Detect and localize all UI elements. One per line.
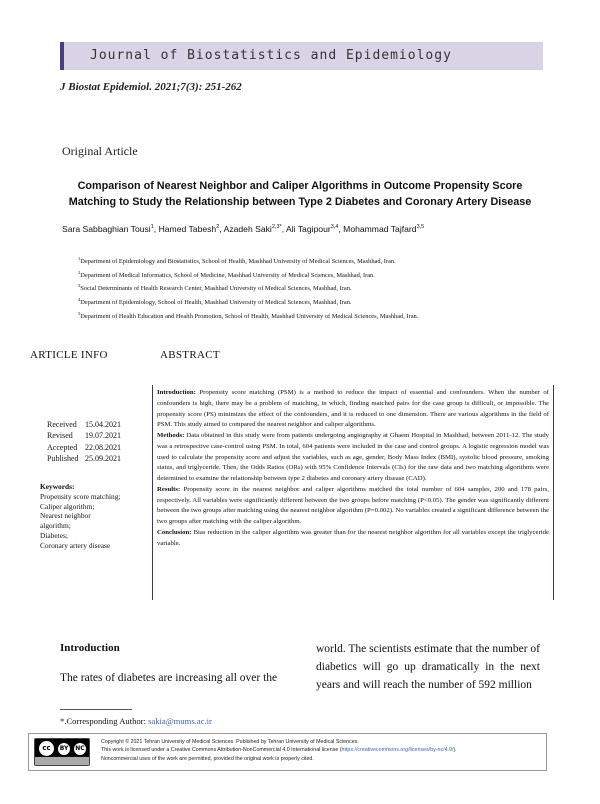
article-type: Original Article — [62, 144, 138, 158]
abstract-conclusion: Conclusion: Bias reduction in the caliper algorithm was greater than for the nearest neighbor algorithm for all variables except the triglyceride variable. — [157, 528, 549, 547]
copyright-line: Copyright © 2021 Tehran University of Medical Sciences. Published by Tehran University of Medical Sciences. — [101, 739, 359, 745]
journal-banner — [60, 42, 543, 70]
introduction-text-right: world. The scientists estimate that the number of diabetics will go up dramatically in the next years and will reach the number of 592 million — [316, 643, 540, 691]
corresponding-author-footnote: *.Corresponding Author: sakia@mums.ac.ir — [60, 716, 212, 726]
corresponding-email-link[interactable]: sakia@mums.ac.ir — [148, 716, 212, 726]
abstract-box — [152, 385, 554, 600]
date-published: Published 25.09.2021 — [47, 453, 121, 463]
date-accepted: Accepted 22.08.2021 — [47, 442, 121, 452]
license-line: This work is licensed under a Creative Commons Attribution-NonCommercial 4.0 International license (https://creativecommons.org/licenses/by-nc/4.0/). — [101, 747, 457, 754]
badge-bar — [35, 757, 89, 765]
journal-citation: J Biostat Epidemiol. 2021;7(3): 251-262 — [60, 81, 242, 93]
footnote-divider — [60, 709, 132, 710]
date-list — [47, 419, 121, 464]
attribution-icon: BY — [57, 742, 71, 756]
keyword: Nearest neighbor — [40, 511, 91, 521]
author-list: Sara Sabbaghian Tousi$^1$, Hamed Tabesh$^2$, Azadeh Saki$^{2,3*}$, Ali Tagipour$^{3,4}$, Mohammad Tajfard$^{3,5}$ — [62, 224, 425, 234]
license-text — [101, 738, 541, 763]
author-1: Sara Sabbaghian Tousi$^1$ — [62, 224, 154, 234]
usage-line: Noncommercial uses of the work are permitted, provided the original work is properly cited. — [101, 755, 314, 762]
affiliation-4: $^4$Department of Epidemiology, School of Health, Mashhad University of Medical Sciences, Mashhad, Iran. — [78, 297, 352, 307]
title-line-2: Matching to Study the Relationship between Type 2 Diabetes and Coronary Artery Disease — [68, 196, 532, 208]
keywords — [40, 482, 156, 551]
cc-icon: cc — [38, 740, 55, 757]
affiliation-2: $^2$Department of Medical Informatics, School of Medicine, Mashhad University of Medical Sciences, Mashhad, Iran. — [78, 269, 375, 279]
author-4: Ali Tagipour$^{3,4}$ — [285, 224, 339, 234]
introduction-heading: Introduction — [60, 642, 120, 654]
keywords-heading: Keywords: — [40, 482, 75, 491]
keyword: algorithm; — [40, 521, 71, 531]
license-box — [28, 733, 547, 771]
keyword: Coronary artery disease — [40, 540, 111, 550]
journal-name: Journal of Biostatistics and Epidemiology — [90, 48, 452, 63]
abstract-results: Results: Propensity score in the nearest neighbor and caliper algorithms matched the total number of 604 samples, 200 and 178 pairs, respectively. All variables were significantly different between the two groups before matching (P<0.05). The gender was significantly different between the two groups after matching using the nearest neighbor algorithm (P=0.002). No variables created a significant difference between the two groups after matching with the caliper algorithm. — [157, 485, 549, 525]
noncommercial-icon: NC — [73, 742, 87, 756]
affiliation-1: $^1$Department of Epidemiology and Biostatistics, School of Health, Mashhad University of Medical Sciences, Mashhad, Iran. — [78, 256, 396, 266]
keyword: Diabetes; — [40, 530, 68, 540]
license-url-link[interactable]: https://creativecommons.org/licenses/by-nc/4.0/ — [341, 747, 454, 754]
abstract-methods: Methods: Data obtained in this study were from patients undergoing angiography at Ghaem Hospital in Mashhad, between 2011-12. The study was a retrospective case-control using PSM. In total, 604 patients were included in the case and control groups. A logistic regression model was used to calculate the propensity score and adjust the variables, such as age, gender, Body Mass Index (BMI), systolic blood pressure, smoking status, and triglyceride. Then, the Odds Ratios (ORs) with 95% Confidence Intervals (CIs) for the raw data and two matching algorithms were determined to examine the relationship between type 2 diabetes and coronary artery disease (CAD). — [157, 432, 549, 482]
keyword: Caliper algorithm; — [40, 501, 95, 511]
abstract-heading: ABSTRACT — [160, 349, 220, 361]
title-line-1: Comparison of Nearest Neighbor and Caliper Algorithms in Outcome Propensity Score — [77, 180, 523, 192]
affiliation-3: $^3$Social Determinants of Health Research Center, Mashhad University of Medical Sciences, Mashhad, Iran. — [78, 283, 352, 293]
date-received: Received 15.04.2021 — [47, 420, 121, 429]
article-info-box — [38, 385, 156, 600]
date-revised: Revised 19.07.2021 — [47, 431, 121, 441]
affiliations — [78, 254, 548, 323]
author-3: Azadeh Saki$^{2,3*}$ — [223, 224, 282, 234]
article-title — [55, 178, 545, 210]
author-5: Mohammad Tajfard$^{3,5}$ — [343, 224, 425, 234]
cc-license-badge-icon[interactable] — [34, 738, 90, 766]
introduction-text-left: The rates of diabetes are increasing all over the — [60, 672, 278, 684]
keyword: Propensity score matching; — [40, 491, 121, 501]
author-2: Hamed Tabesh$^2$ — [158, 224, 220, 234]
affiliation-5: $^5$Department of Health Education and Health Promotion, School of Health, Mashhad University of Medical Sciences, Mashhad, Iran. — [78, 310, 419, 320]
article-info-heading: ARTICLE INFO — [30, 349, 108, 361]
abstract-introduction: Introduction: Propensity score matching (PSM) is a method to reduce the impact of essential and confounders. When the number of confounders is high, there may be a problem of matching, in which, finding matched pairs for the case group is difficult, or impossible. The propensity score (PS) minimizes the effect of the confounders, and it is reduced to one dimension. There are various algorithms in the field of PSM. This study aimed to compared the nearest neighbor and caliper algorithms. — [157, 389, 550, 429]
